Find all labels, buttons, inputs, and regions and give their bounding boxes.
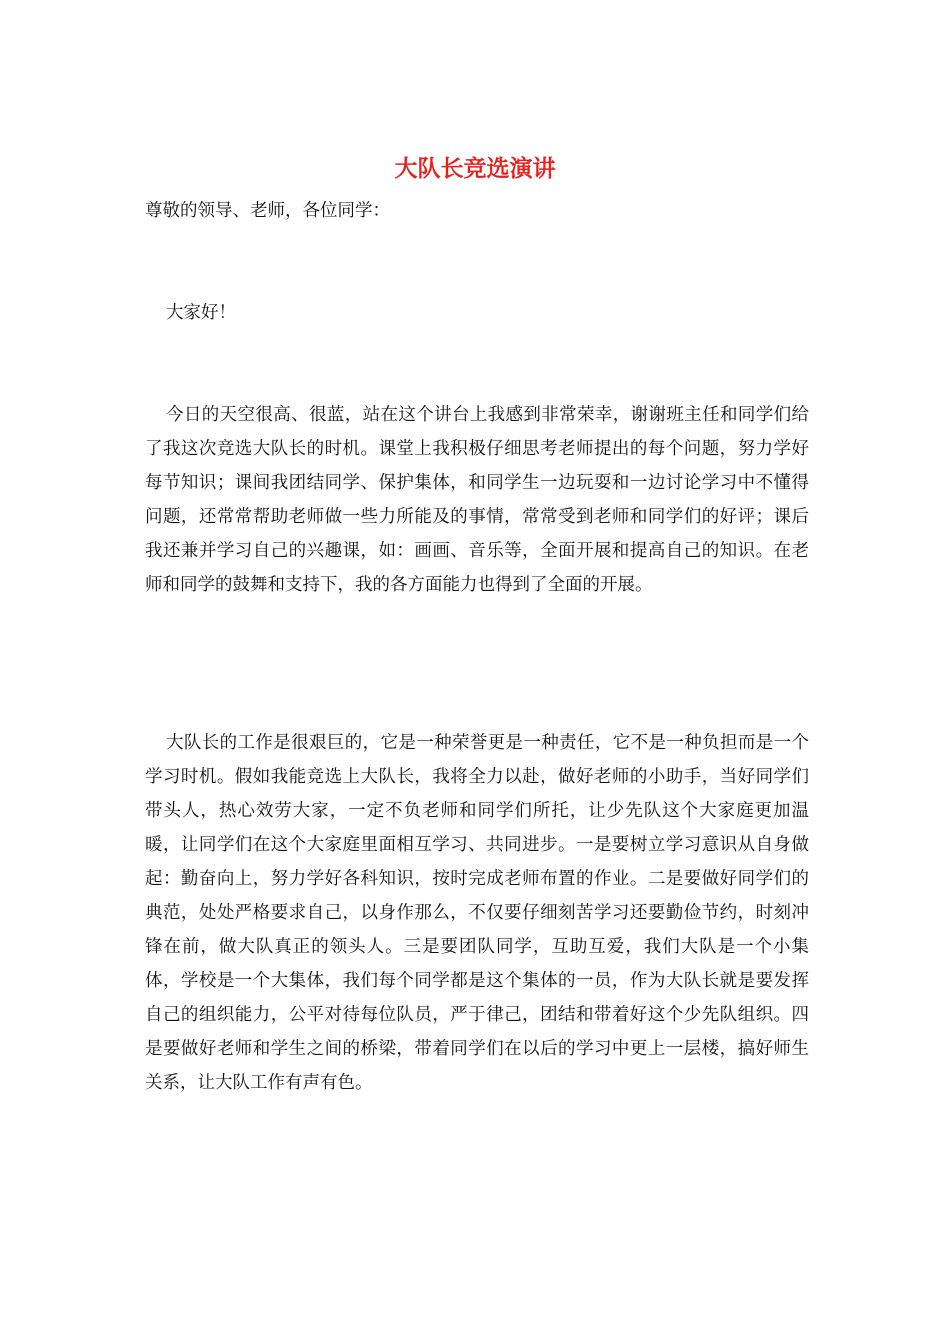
document-title: 大队长竞选演讲 [394, 155, 556, 182]
paragraph-1: 今日的天空很高、很蓝，站在这个讲台上我感到非常荣幸，谢谢班主任和同学们给了我这次竞选大队长的时机。课堂上我积极仔细思考老师提出的每个问题，努力学好每节知识；课间我团结同学、保护集体，和同学生一边玩耍和一边讨论学习中不懂得问题，还常常帮助老师做一些力所能及的事情，常常受到老师和同学们的好评；课后我还兼并学习自己的兴趣课，如：画画、音乐等，全面开展和提高自己的知识。在老师和同学的鼓舞和支持下，我的各方面能力也得到了全面的开展。 [145, 405, 809, 595]
salutation: 尊敬的领导、老师，各位同学： [145, 201, 390, 221]
paragraph-greeting: 大家好！ [166, 303, 236, 323]
paragraph-2: 大队长的工作是很艰巨的，它是一种荣誉更是一种责任，它不是一种负担而是一个学习时机。假如我能竞选上大队长，我将全力以赴，做好老师的小助手，当好同学们带头人，热心效劳大家，一定不负老师和同学们所托，让少先队这个大家庭更加温暖，让同学们在这个大家庭里面相互学习、共同进步。一是要树立学习意识从自身做起：勤奋向上，努力学好各科知识，按时完成老师布置的作业。二是要做好同学们的典范，处处严格要求自己，以身作那么，不仅要仔细刻苦学习还要勤俭节约，时刻冲锋在前，做大队真正的领头人。三是要团队同学，互助互爱，我们大队是一个小集体，学校是一个大集体，我们每个同学都是这个集体的一员，作为大队长就是要发挥自己的组织能力，公平对待每位队员，严于律己，团结和带着好这个少先队组织。四是要做好老师和学生之间的桥梁，带着同学们在以后的学习中更上一层楼，搞好师生关系，让大队工作有声有色。 [145, 733, 809, 1093]
